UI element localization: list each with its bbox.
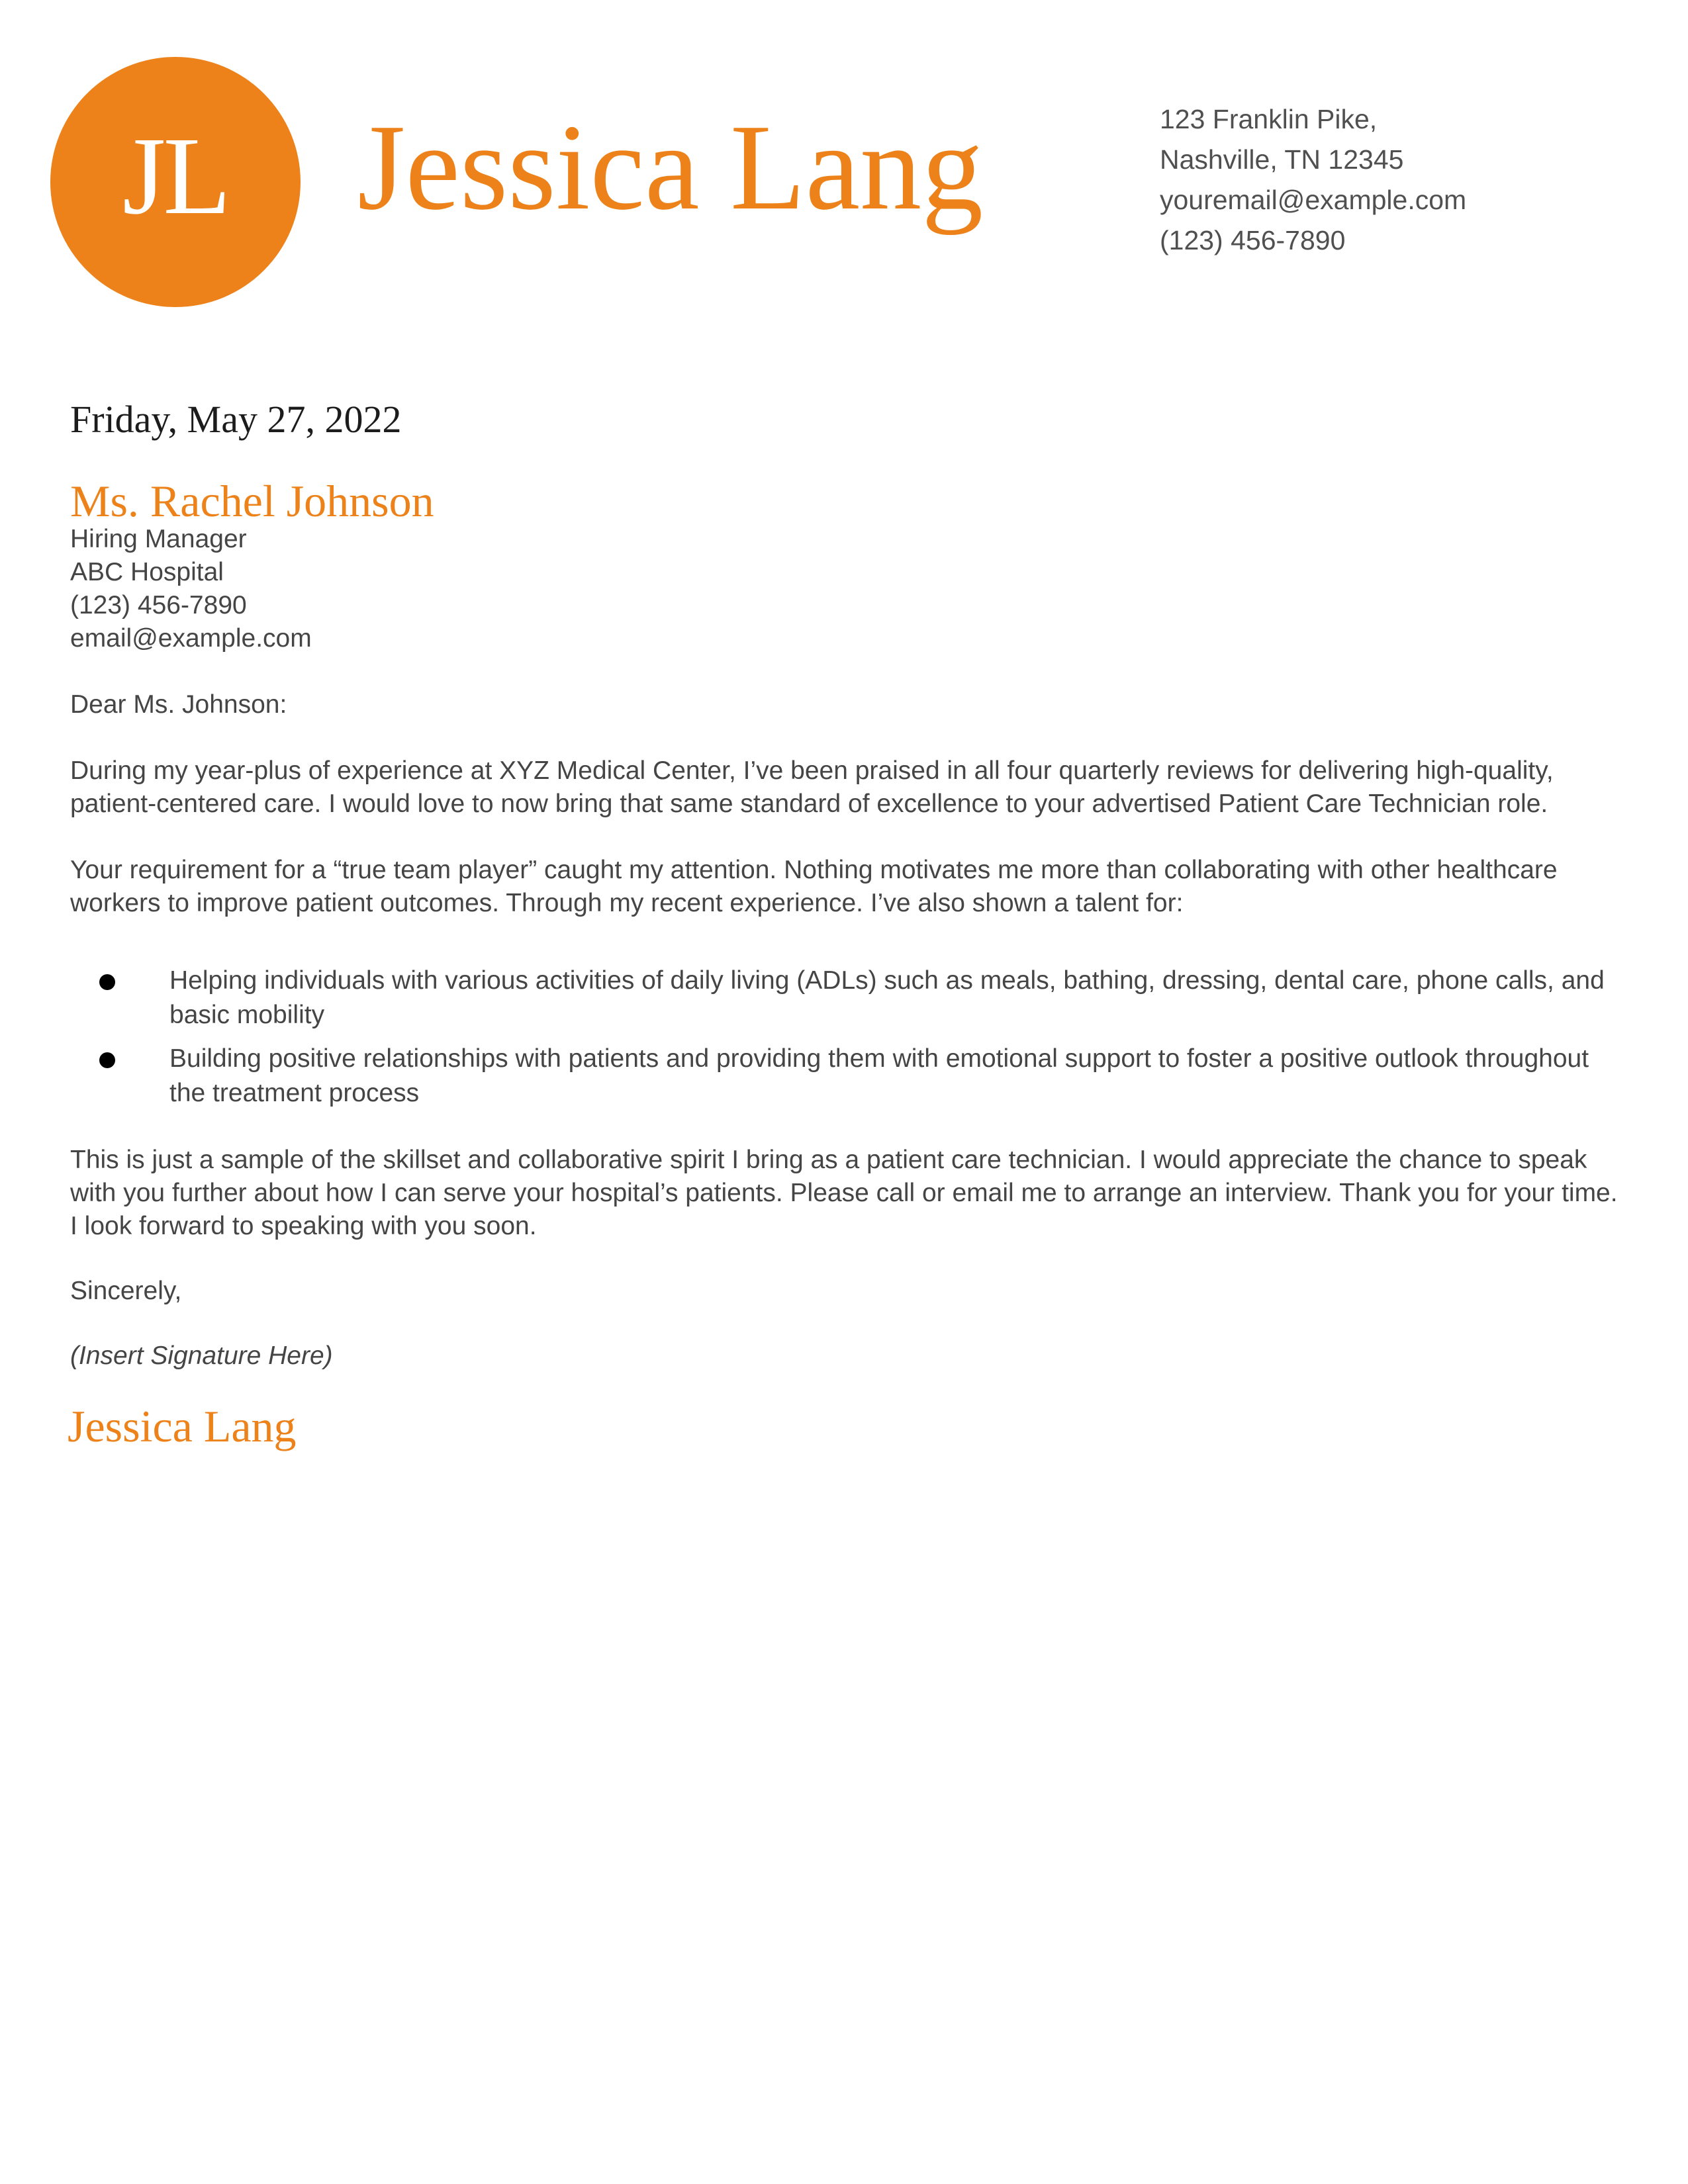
- paragraph-closing: This is just a sample of the skillset and collaborative spirit I bring as a patient care technician. I would appreciate the chance to speak with you further about how I can serve your hospital’s patients. Please call or email me to arrange an interview. Thank you for your time. I look forward to speaking with you soon.: [70, 1146, 1618, 1240]
- salutation: Dear Ms. Johnson:: [70, 690, 287, 719]
- bullet-dot-icon: [99, 974, 115, 990]
- contact-block: [1160, 99, 1466, 261]
- recipient-details: [70, 523, 312, 655]
- bullet-dot-icon: [99, 1052, 115, 1068]
- recipient-name: Ms. Rachel Johnson: [70, 476, 434, 526]
- list-item-text: Helping individuals with various activities of daily living (ADLs) such as meals, bathing, dressing, dental care, phone calls, and basic mobility: [169, 966, 1605, 1029]
- paragraph-team-player: Your requirement for a “true team player” caught my attention. Nothing motivates me more than collaborating with other healthcare workers to improve patient outcomes. Through my recent experience. I’ve also shown a talent for:: [70, 856, 1558, 917]
- letter-date: Friday, May 27, 2022: [70, 398, 402, 441]
- paragraph-intro: During my year-plus of experience at XYZ Medical Center, I’ve been praised in all four quarterly reviews for delivering high-quality, patient-centered care. I would love to now bring that same standard of excellence to your advertised Patient Care Technician role.: [70, 756, 1554, 818]
- list-item-text: Building positive relationships with patients and providing them with emotional support to foster a positive outlook throughout the treatment process: [169, 1044, 1589, 1107]
- skills-list: [70, 964, 1619, 1120]
- signer-name: Jessica Lang: [68, 1401, 297, 1451]
- closing-line: Sincerely,: [70, 1277, 182, 1305]
- signature-placeholder: (Insert Signature Here): [70, 1342, 333, 1370]
- address-line-1: 123 Franklin Pike,: [1160, 104, 1378, 134]
- recipient-title: Hiring Manager: [70, 525, 247, 553]
- recipient-email: email@example.com: [70, 624, 312, 653]
- monogram-badge: [50, 57, 301, 307]
- monogram-initials: JL: [122, 114, 228, 238]
- recipient-phone: (123) 456-7890: [70, 591, 247, 619]
- recipient-company: ABC Hospital: [70, 558, 224, 586]
- contact-phone: (123) 456-7890: [1160, 225, 1346, 255]
- applicant-name: Jessica Lang: [357, 99, 984, 236]
- address-line-2: Nashville, TN 12345: [1160, 144, 1404, 175]
- contact-email: youremail@example.com: [1160, 185, 1467, 215]
- list-item: [70, 964, 1619, 1032]
- list-item: [70, 1042, 1619, 1111]
